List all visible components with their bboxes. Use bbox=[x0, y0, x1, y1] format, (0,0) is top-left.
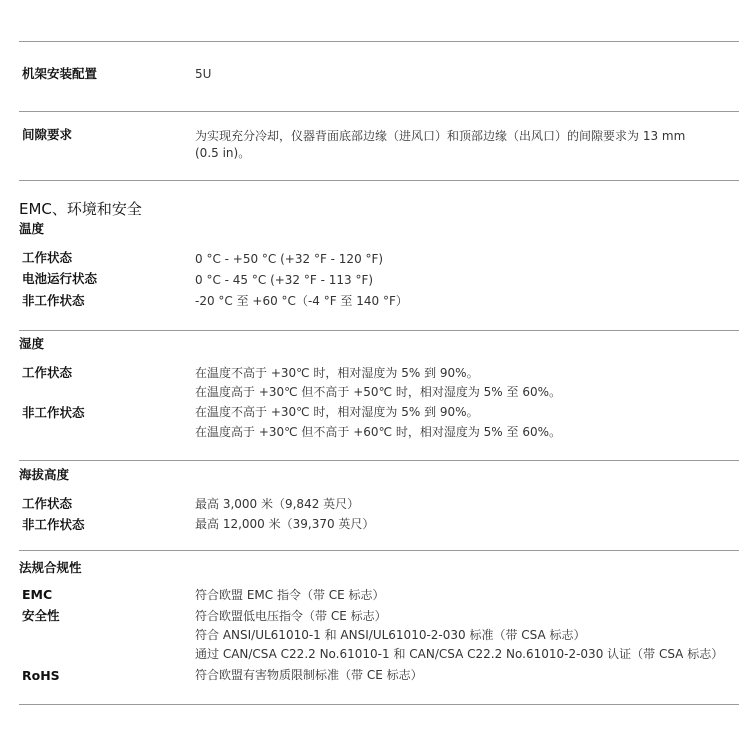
divider-after-temperature bbox=[19, 330, 739, 331]
compliance-emc-label: EMC bbox=[22, 587, 53, 602]
rack-mount-label: 机架安装配置 bbox=[22, 66, 98, 81]
temperature-heading: 温度 bbox=[19, 221, 45, 236]
temp-battery-value: 0 °C - 45 °C (+32 °F - 113 °F) bbox=[195, 273, 374, 287]
temp-nonoperating-value: -20 °C 至 +60 °C（-4 °F 至 140 °F） bbox=[195, 294, 408, 308]
compliance-safety-label: 安全性 bbox=[22, 608, 60, 623]
temp-nonoperating-label: 非工作状态 bbox=[22, 293, 85, 308]
altitude-nonoperating-label: 非工作状态 bbox=[22, 517, 85, 532]
divider-after-humidity bbox=[19, 460, 739, 461]
humidity-nonoperating-label: 非工作状态 bbox=[22, 405, 85, 420]
divider-top bbox=[19, 41, 739, 42]
temp-operating-value: 0 °C - +50 °C (+32 °F - 120 °F) bbox=[195, 252, 384, 266]
humidity-operating-line2: 在温度高于 +30℃ 但不高于 +50℃ 时，相对湿度为 5% 至 60%。 bbox=[195, 385, 562, 399]
clearance-label: 间隙要求 bbox=[22, 127, 73, 142]
clearance-value-line1: 为实现充分冷却，仪器背面底部边缘（进风口）和顶部边缘（出风口）的间隙要求为 13 mm bbox=[195, 129, 686, 143]
compliance-rohs-label: RoHS bbox=[22, 668, 60, 683]
compliance-safety-line2: 符合 ANSI/UL61010-1 和 ANSI/UL61010-2-030 标准（带 CSA 标志） bbox=[195, 628, 586, 642]
emc-environment-safety-heading: EMC、环境和安全 bbox=[19, 200, 142, 218]
divider-after-altitude bbox=[19, 550, 739, 551]
clearance-value-line2: (0.5 in)。 bbox=[195, 146, 251, 160]
altitude-nonoperating-value: 最高 12,000 米（39,370 英尺） bbox=[195, 517, 375, 531]
compliance-safety-line3: 通过 CAN/CSA C22.2 No.61010-1 和 CAN/CSA C22.2 No.61010-2-030 认证（带 CSA 标志） bbox=[195, 647, 724, 661]
humidity-heading: 湿度 bbox=[19, 336, 45, 351]
altitude-heading: 海拔高度 bbox=[19, 467, 70, 482]
compliance-emc-value: 符合欧盟 EMC 指令（带 CE 标志） bbox=[195, 588, 385, 602]
divider-bottom bbox=[19, 704, 739, 705]
humidity-nonoperating-line1: 在温度不高于 +30℃ 时，相对湿度为 5% 到 90%。 bbox=[195, 405, 479, 419]
divider-after-rack bbox=[19, 111, 739, 112]
humidity-nonoperating-line2: 在温度高于 +30℃ 但不高于 +60℃ 时，相对湿度为 5% 至 60%。 bbox=[195, 425, 562, 439]
divider-after-clearance bbox=[19, 180, 739, 181]
rack-mount-value: 5U bbox=[195, 67, 212, 81]
temp-battery-label: 电池运行状态 bbox=[22, 271, 98, 286]
altitude-operating-label: 工作状态 bbox=[22, 496, 73, 511]
temp-operating-label: 工作状态 bbox=[22, 250, 73, 265]
humidity-operating-label: 工作状态 bbox=[22, 365, 73, 380]
compliance-heading: 法规合规性 bbox=[19, 560, 82, 575]
humidity-operating-line1: 在温度不高于 +30℃ 时，相对湿度为 5% 到 90%。 bbox=[195, 366, 479, 380]
compliance-rohs-value: 符合欧盟有害物质限制标准（带 CE 标志） bbox=[195, 668, 423, 682]
compliance-safety-line1: 符合欧盟低电压指令（带 CE 标志） bbox=[195, 609, 387, 623]
altitude-operating-value: 最高 3,000 米（9,842 英尺） bbox=[195, 497, 360, 511]
